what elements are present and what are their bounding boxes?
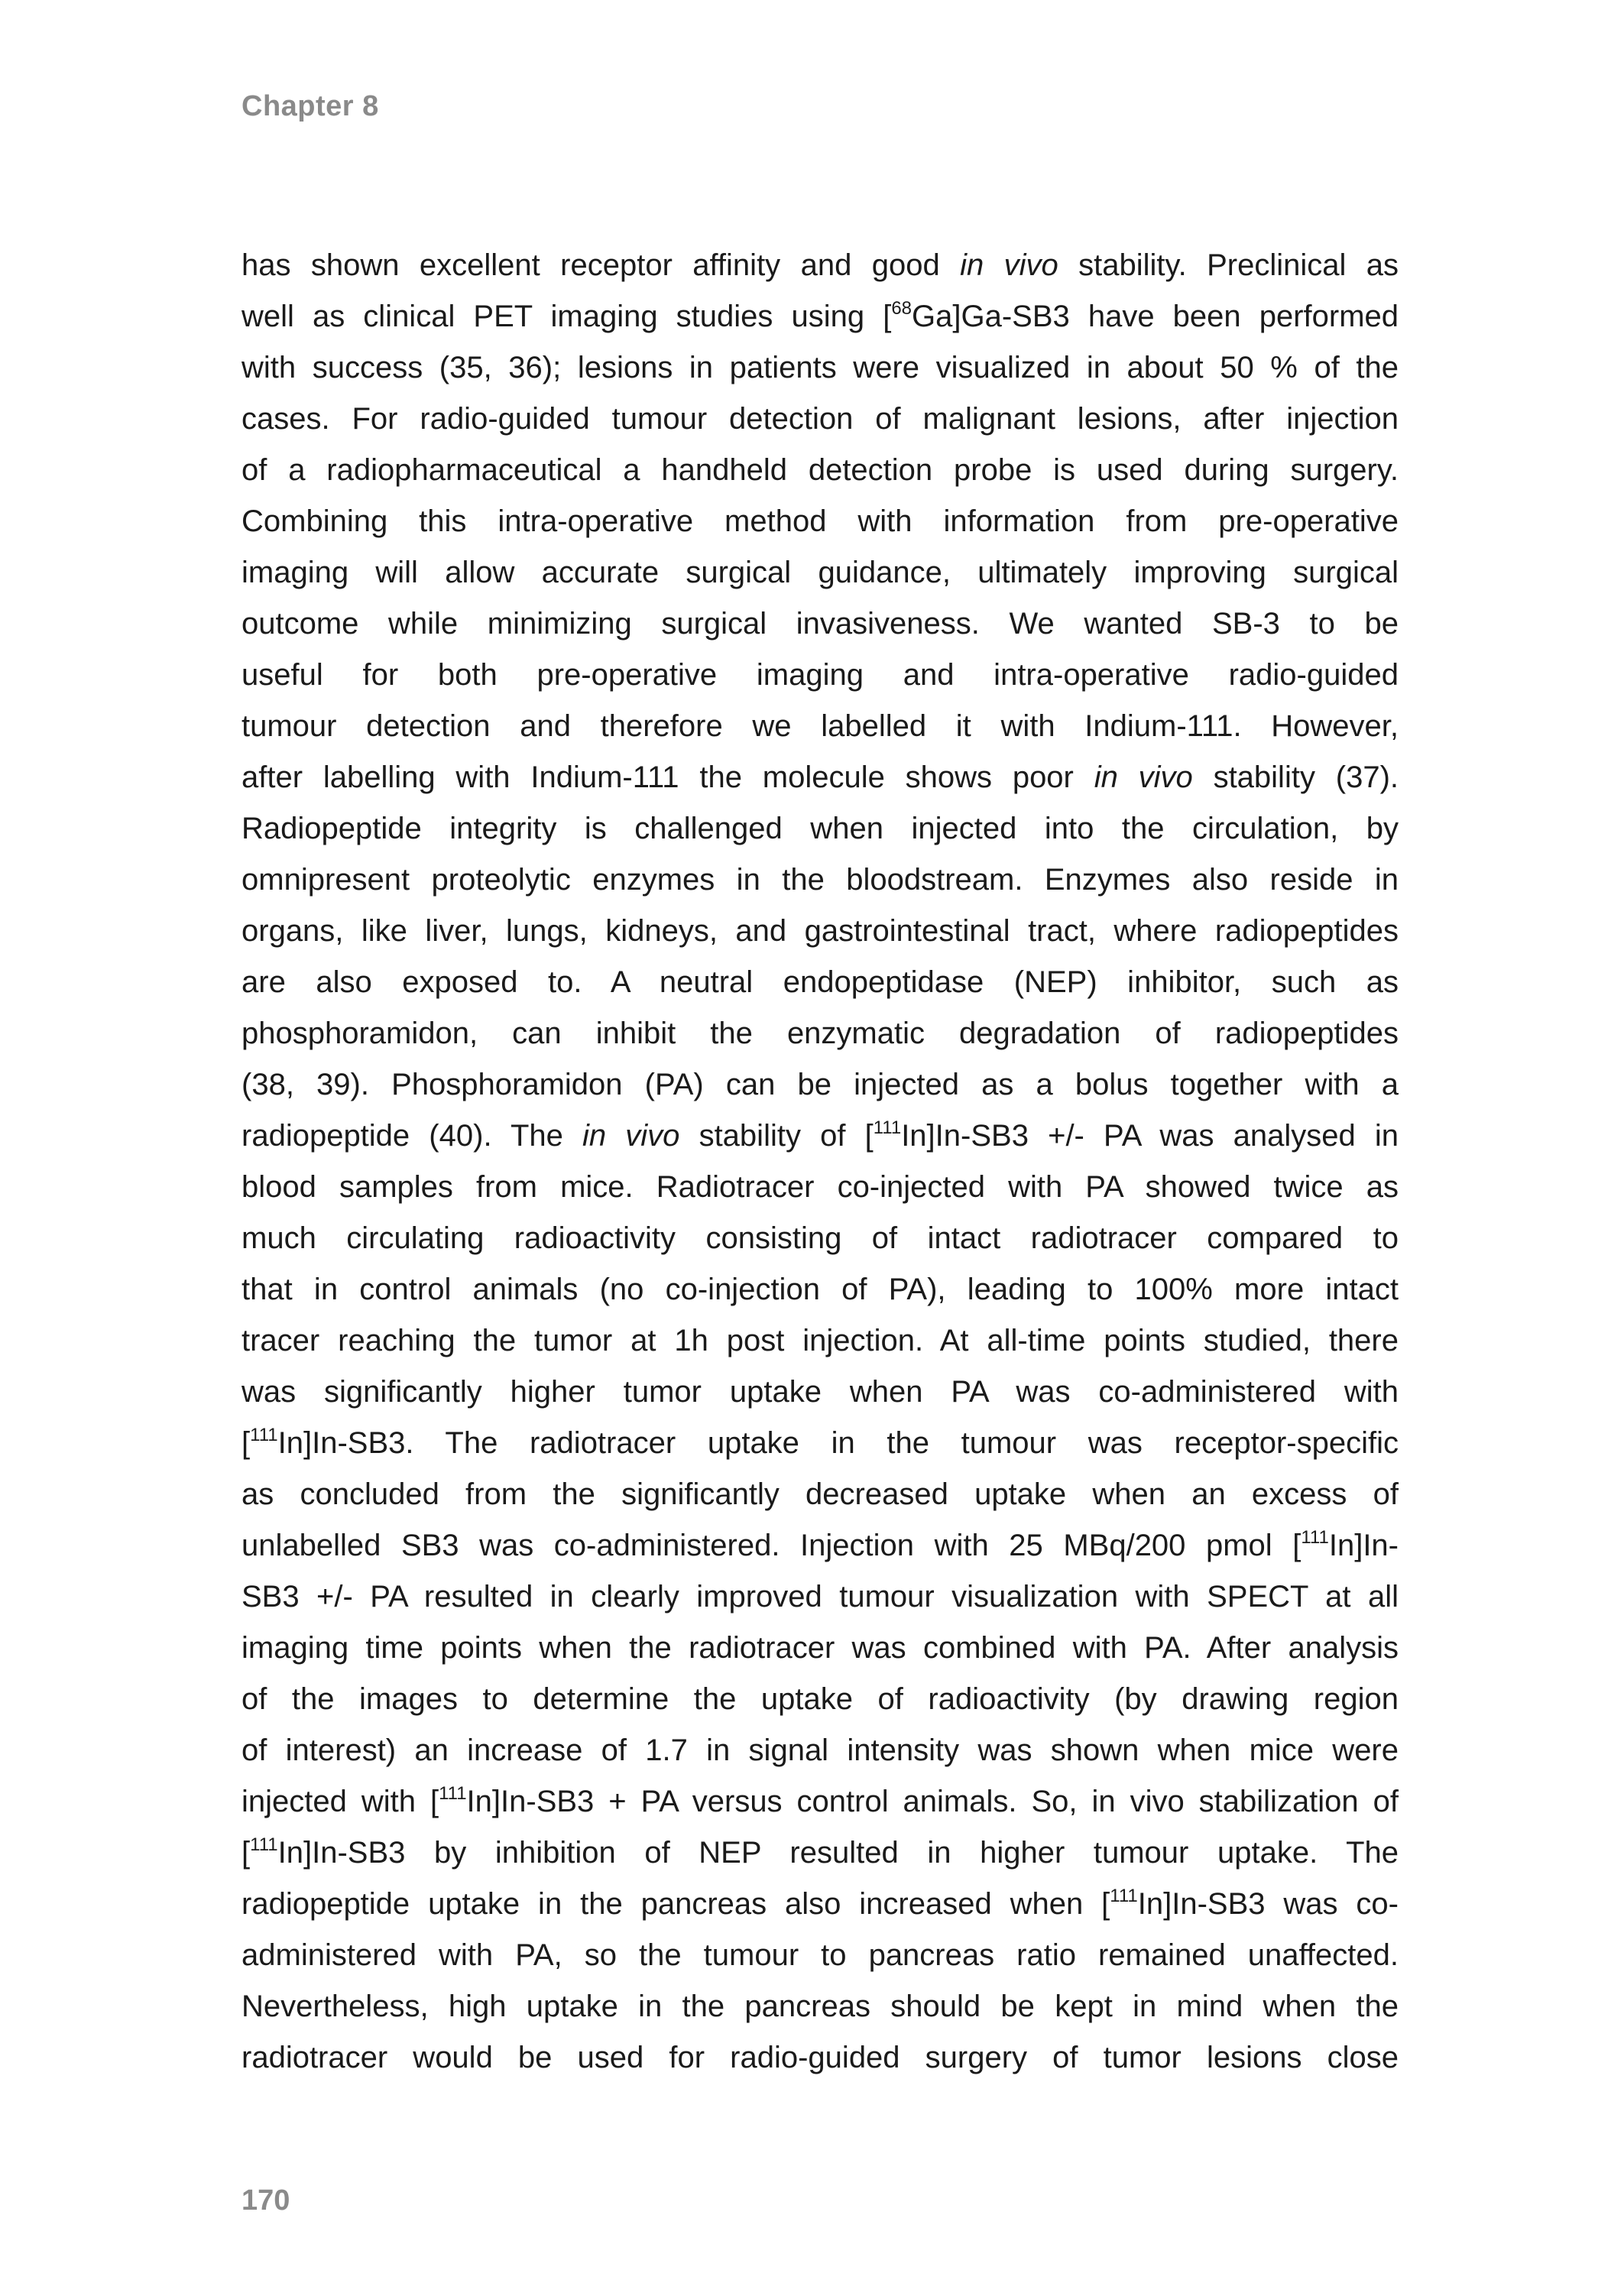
text-line: (38, 39). Phosphoramidon (PA) can be injected as a bolus together with a bbox=[241, 1068, 1399, 1101]
text-line: tracer reaching the tumor at 1h post injection. At all-time points studied, there bbox=[241, 1324, 1399, 1357]
text-line: with success (35, 36); lesions in patients were visualized in about 50 % of the bbox=[241, 351, 1399, 384]
text-line: cases. For radio-guided tumour detection of malignant lesions, after injection bbox=[241, 402, 1399, 436]
text-line: omnipresent proteolytic enzymes in the bloodstream. Enzymes also reside in bbox=[241, 863, 1399, 897]
text-line: radiopeptide uptake in the pancreas also increased when [$^{111}$In]In-SB3 was co- bbox=[241, 1886, 1399, 1921]
text-line: SB3 +/- PA resulted in clearly improved tumour visualization with SPECT at all bbox=[241, 1580, 1399, 1614]
text-line: phosphoramidon, can inhibit the enzymatic degradation of radiopeptides bbox=[241, 1017, 1399, 1050]
running-head: Chapter 8 bbox=[241, 90, 379, 122]
text-line: unlabelled SB3 was co-administered. Injection with 25 MBq/200 pmol [$^{111}$In]In- bbox=[241, 1527, 1399, 1562]
text-line: [$^{111}$In]In-SB3. The radiotracer uptake in the tumour was receptor-specific bbox=[241, 1425, 1399, 1460]
text-line: Radiopeptide integrity is challenged when injected into the circulation, by bbox=[241, 812, 1399, 845]
text-line: tumour detection and therefore we labelled it with Indium-111. However, bbox=[241, 709, 1399, 743]
text-line: radiotracer would be used for radio-guided surgery of tumor lesions close bbox=[241, 2041, 1399, 2074]
text-line: was significantly higher tumor uptake when PA was co-administered with bbox=[241, 1375, 1399, 1409]
page-number: 170 bbox=[241, 2184, 290, 2217]
text-line: of the images to determine the uptake of radioactivity (by drawing region bbox=[241, 1682, 1399, 1716]
text-line: Nevertheless, high uptake in the pancreas should be kept in mind when the bbox=[241, 1990, 1399, 2023]
text-line: imaging will allow accurate surgical guidance, ultimately improving surgical bbox=[241, 556, 1399, 589]
text-line: administered with PA, so the tumour to pancreas ratio remained unaffected. bbox=[241, 1938, 1399, 1972]
text-line: useful for both pre-operative imaging and intra-operative radio-guided bbox=[241, 658, 1399, 692]
text-line: blood samples from mice. Radiotracer co-injected with PA showed twice as bbox=[241, 1170, 1399, 1204]
text-line: after labelling with Indium-111 the molecule shows poor in vivo stability (37). bbox=[241, 761, 1399, 794]
text-line: as concluded from the significantly decreased uptake when an excess of bbox=[241, 1477, 1399, 1511]
text-line: has shown excellent receptor affinity and good in vivo stability. Preclinical as bbox=[241, 248, 1399, 282]
text-line: well as clinical PET imaging studies using [$^{68}$Ga]Ga-SB3 have been performed bbox=[241, 298, 1399, 333]
text-line: of interest) an increase of 1.7 in signal intensity was shown when mice were bbox=[241, 1734, 1399, 1767]
text-line: Combining this intra-operative method with information from pre-operative bbox=[241, 504, 1399, 538]
body-paragraph bbox=[241, 240, 1399, 2084]
text-line: outcome while minimizing surgical invasiveness. We wanted SB-3 to be bbox=[241, 607, 1399, 641]
text-line: of a radiopharmaceutical a handheld detection probe is used during surgery. bbox=[241, 453, 1399, 487]
text-line: imaging time points when the radiotracer was combined with PA. After analysis bbox=[241, 1631, 1399, 1665]
text-line: [$^{111}$In]In-SB3 by inhibition of NEP resulted in higher tumour uptake. The bbox=[241, 1834, 1399, 1870]
text-line: organs, like liver, lungs, kidneys, and gastrointestinal tract, where radiopeptides bbox=[241, 914, 1399, 948]
text-line: radiopeptide (40). The in vivo stability of [$^{111}$In]In-SB3 +/- PA was analysed in bbox=[241, 1117, 1399, 1153]
text-line: that in control animals (no co-injection of PA), leading to 100% more intact bbox=[241, 1273, 1399, 1306]
text-line: are also exposed to. A neutral endopeptidase (NEP) inhibitor, such as bbox=[241, 965, 1399, 999]
text-line: much circulating radioactivity consisting of intact radiotracer compared to bbox=[241, 1221, 1399, 1255]
text-line: injected with [$^{111}$In]In-SB3 + PA versus control animals. So, in vivo stabilization of bbox=[241, 1783, 1399, 1818]
